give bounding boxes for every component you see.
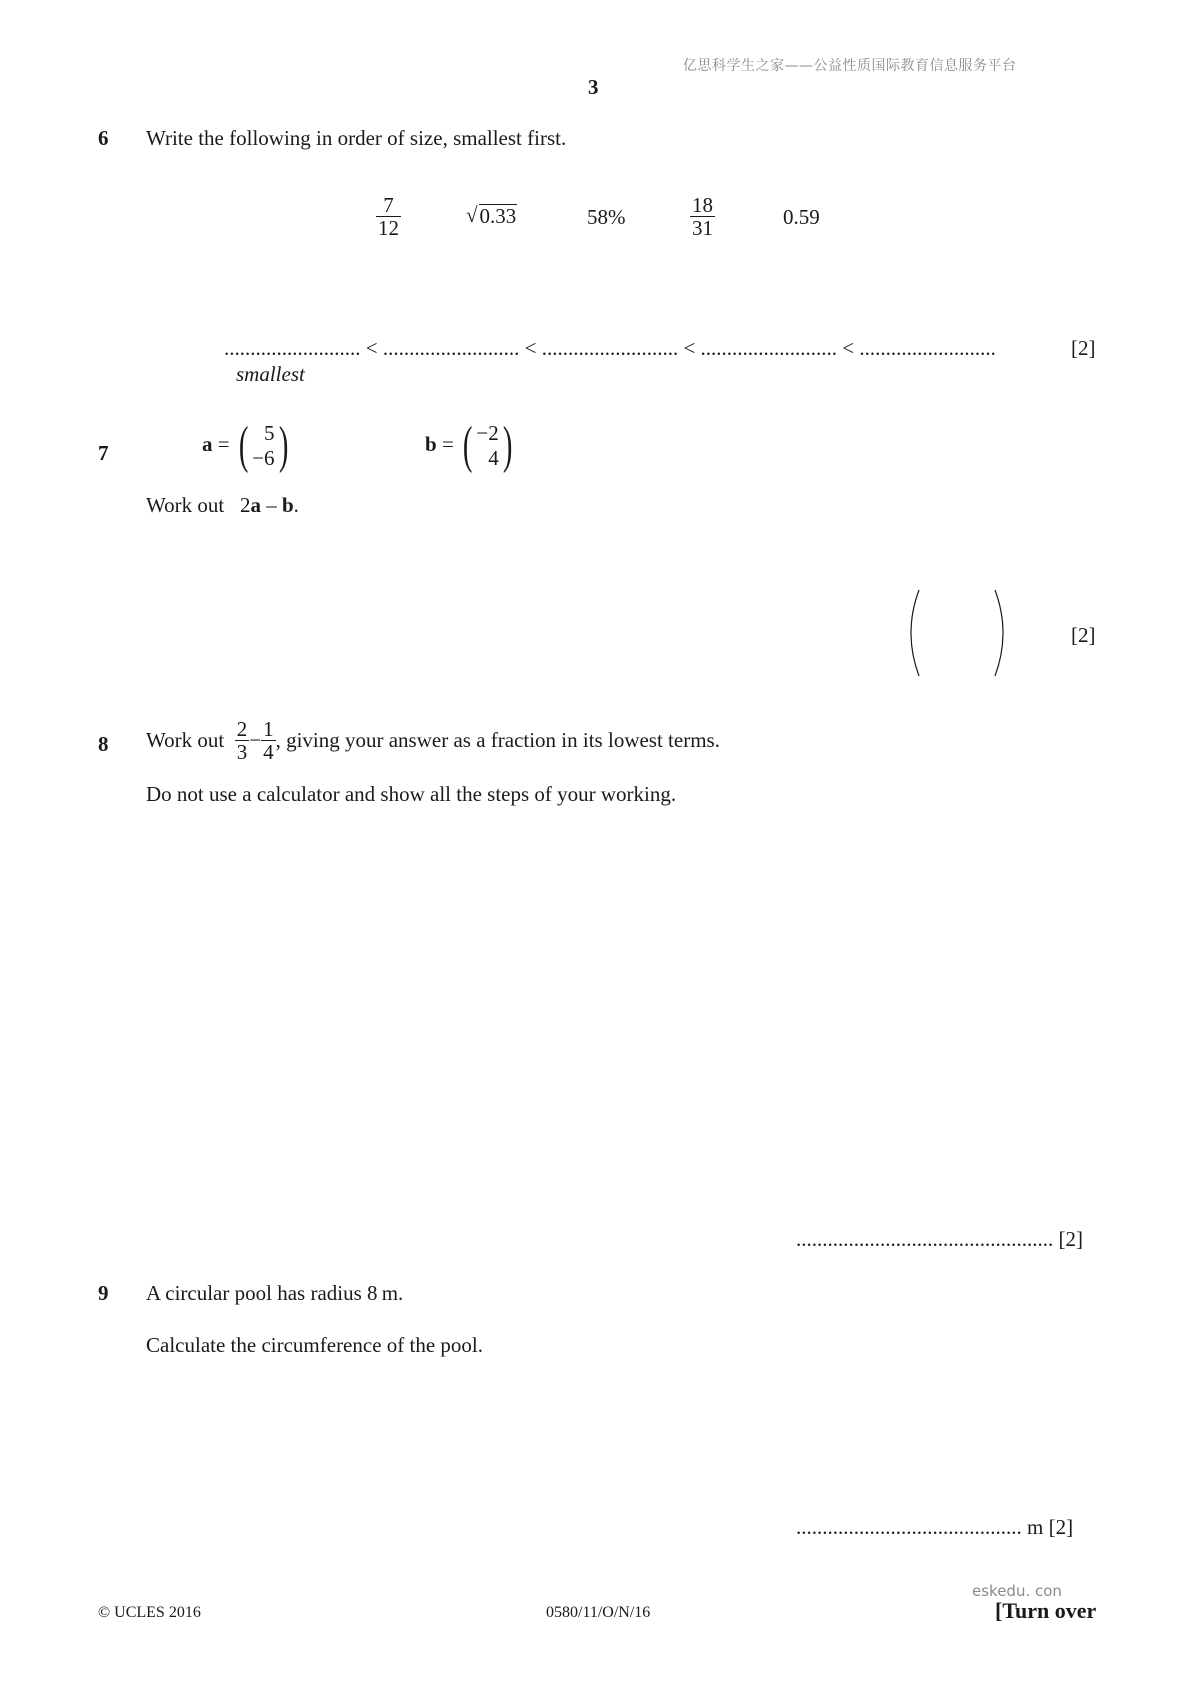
q9-answer-blank[interactable]: ........................................... <box>796 1515 1022 1539</box>
q6-smallest-label: smallest <box>236 362 305 386</box>
q9-text: A circular pool has radius 8 m. <box>146 1281 404 1305</box>
vector-a-label: a <box>202 431 213 456</box>
q6-text: Write the following in order of size, smallest first. <box>146 126 567 150</box>
q8-number: 8 <box>98 732 109 756</box>
q9-unit: m <box>1027 1515 1044 1539</box>
q8-suffix: , giving your answer as a fraction in its lowest terms. <box>275 728 720 753</box>
vector-b-top: −2 <box>476 420 499 445</box>
q7-vector-a: a = ( 5 −6 ) <box>202 417 288 474</box>
turn-over-label: [Turn over <box>995 1598 1097 1623</box>
q6-sqrt-value: 0.33 <box>479 203 517 228</box>
footer-code: 0580/11/O/N/16 <box>546 1604 651 1621</box>
q6-marks: [2] <box>1071 336 1096 360</box>
q7-vector-b: b = ( −2 4 ) <box>425 417 513 474</box>
page-number: 3 <box>588 75 599 99</box>
sqrt-symbol: √ <box>466 203 478 227</box>
less-than-sign: < <box>683 336 696 360</box>
q9-marks: [2] <box>1048 1515 1074 1539</box>
q6-frac1-den: 12 <box>378 216 399 241</box>
q7-expr-a: a <box>250 493 261 517</box>
q8-prefix: Work out <box>146 728 225 753</box>
right-paren-icon <box>995 590 1003 676</box>
equals-sign: = <box>217 431 230 456</box>
q6-frac2-num: 18 <box>692 193 713 217</box>
q8-answer-line <box>796 1227 1083 1252</box>
q8-frac1-den: 3 <box>236 740 248 765</box>
q7-instruction-prefix: Work out <box>146 493 225 517</box>
q7-expr-coef: 2 <box>239 493 251 517</box>
q6-sqrt <box>466 203 517 228</box>
q7-answer-vector[interactable] <box>905 588 1025 678</box>
q6-blank-1[interactable]: .......................... <box>224 336 361 360</box>
q6-answer-line <box>224 336 996 361</box>
vector-b-label: b <box>425 431 437 456</box>
q6-percent: 58% <box>587 205 626 229</box>
q7-expr-end: . <box>293 493 299 517</box>
q8-marks: [2] <box>1058 1227 1083 1251</box>
equals-sign: = <box>441 431 454 456</box>
q7-expr-minus: – <box>260 493 282 517</box>
q8-frac2-den: 4 <box>263 740 274 765</box>
q6-fraction-18-31 <box>690 194 715 239</box>
q7-expr-b: b <box>281 493 294 517</box>
q6-blank-2[interactable]: .......................... <box>382 336 520 360</box>
q6-blank-3[interactable]: .......................... <box>541 336 679 360</box>
q6-fraction-7-12 <box>376 194 401 239</box>
q9-instruction: Calculate the circumference of the pool. <box>146 1333 484 1357</box>
footer-copyright: © UCLES 2016 <box>98 1604 201 1621</box>
q9-answer-line <box>796 1515 1073 1540</box>
q6-decimal: 0.59 <box>783 205 820 229</box>
q8-answer-blank[interactable]: ................................................. <box>796 1227 1054 1251</box>
q6-frac2-den: 31 <box>692 216 713 241</box>
less-than-sign: < <box>365 336 378 360</box>
vector-a-bottom: −6 <box>252 446 275 470</box>
answer-parentheses <box>905 588 1025 678</box>
left-paren-icon <box>911 590 919 676</box>
less-than-sign: < <box>524 336 537 360</box>
q8-minus: − <box>249 728 262 753</box>
header-watermark: 亿思科学生之家——公益性质国际教育信息服务平台 <box>683 58 1017 74</box>
q6-blank-5[interactable]: .......................... <box>859 336 996 360</box>
vector-b-bottom: 4 <box>488 446 499 470</box>
q8-note: Do not use a calculator and show all the steps of your working. <box>146 782 677 806</box>
q6-frac1-num: 7 <box>376 194 401 217</box>
q9-number: 9 <box>98 1281 109 1305</box>
q7-number: 7 <box>98 441 109 465</box>
q8-frac1-num: 2 <box>236 717 248 741</box>
q8-text <box>146 718 720 763</box>
q6-number: 6 <box>98 126 109 150</box>
vector-a-top: 5 <box>264 420 275 445</box>
q7-marks: [2] <box>1071 623 1096 647</box>
q8-frac2-num: 1 <box>263 717 274 741</box>
less-than-sign: < <box>842 336 855 360</box>
footer-watermark: eskedu. con <box>972 1582 1062 1600</box>
q7-instruction <box>146 493 299 518</box>
q6-blank-4[interactable]: .......................... <box>700 336 838 360</box>
